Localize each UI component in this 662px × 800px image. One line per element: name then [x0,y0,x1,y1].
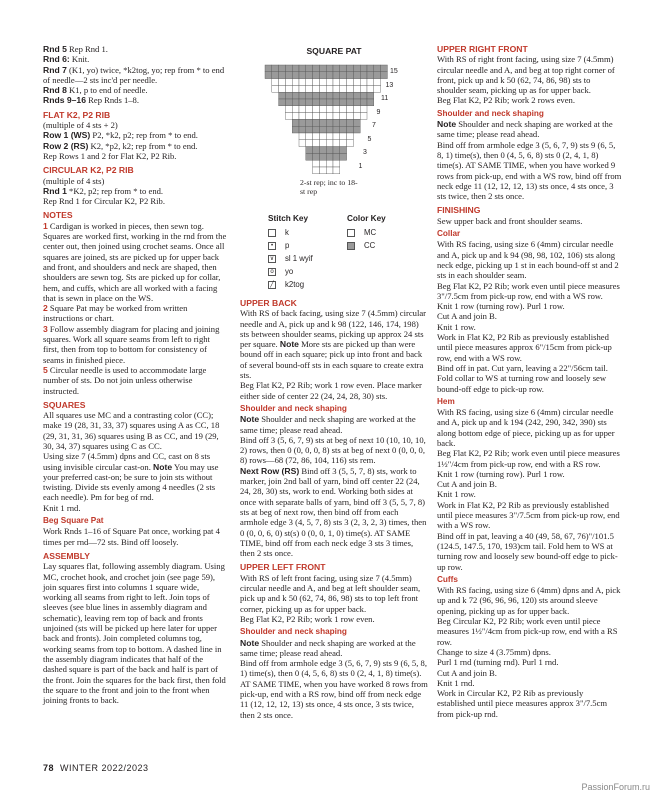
chart-cell [353,92,360,99]
chart-cell [292,65,299,72]
finishing-heading: FINISHING [437,205,481,216]
chart-cell [306,113,313,120]
chart-cell [292,72,299,79]
col1-top-line: Rnds 9–16 Rep Rnds 1–8. [43,95,139,106]
col1-flat-line: Row 2 (RS) K2, *p2, k2; rep from * to end. [43,140,198,151]
chart-cell [265,65,272,72]
chart-cell [381,72,388,79]
chart-cell [306,65,313,72]
cuffs-heading: Cuffs [437,574,458,584]
collar-text-6: Work in Flat K2, P2 Rib as previously established until piece measures approx 6"/15cm from pick-up row, end with a WS row. [437,332,612,363]
upper-right-front-shoulder-note: Note Shoulder and neck shaping are worked at the same time; please read ahead. [437,119,613,140]
chart-cell [272,79,279,86]
chart-cell [279,79,286,86]
flat-rib-heading: FLAT K2, P2 RIB [43,109,111,120]
hem-text-7: Bind off in pat, leaving a 40 (49, 58, 67, 76)"/101.5 (124.5, 147.5, 170, 193)cm tail. Fold hem to WS at turning row and loosely sew bound-off edge to pick-up row. [437,530,618,572]
chart-cell [353,72,360,79]
col1-notes-line: 2 Square Pat may be worked from written instructions or chart. [43,303,188,324]
chart-cell [319,85,326,92]
chart-cell [319,106,326,113]
chart-cell [299,79,306,86]
chart-cell [340,153,347,160]
chart-cell [333,92,340,99]
chart-cell [319,72,326,79]
chart-cell [313,72,320,79]
chart-cell [306,92,313,99]
squares-text: All squares use MC and a contrasting color (CC); make 19 (28, 31, 33, 37) squares using A as CC, 18 (29, 31, 31, 36) squares using B as CC, and 19 (29, 30, 34, 37) squares using C as CC. [43,410,220,451]
chart-cell [347,85,354,92]
chart-cell [353,126,360,133]
chart-row-label: 15 [390,68,398,75]
col1-top-line: Rnd 5 Rep Rnd 1. [43,44,108,54]
chart-cell [340,85,347,92]
chart-cell [360,85,367,92]
col1-circ-line: Rep Rnd 1 for Circular K2, P2 Rib. [43,196,165,207]
chart-cell [353,85,360,92]
chart-cell [333,85,340,92]
chart-cell [367,92,374,99]
chart-cell [360,72,367,79]
col1-flat-line: Row 1 (WS) P2, *k2, p2; rep from * to end. [43,130,198,141]
finishing-text: Sew upper back and front shoulder seams. [437,215,583,226]
chart-cell [353,113,360,120]
purl-dot-icon: • [268,242,276,250]
chart-cell [299,133,306,140]
chart-cell [326,153,333,160]
upper-left-front-text: With RS of left front facing, using size 7 (4.5mm) circular needle and A, and beg at left shoulder seam, pick up and k 50 (62, 74, 86, 98) sts to top left front corner, picking up as for upper back. [240,572,421,614]
upper-right-front-heading: UPPER RIGHT FRONT [437,44,528,54]
chart-cell [340,147,347,154]
chart-cell [333,106,340,113]
cuffs-text-2: Beg Circular K2, P2 Rib; work even until piece measures 1½"/4cm from pick-up row, end with a RS row. [437,616,618,647]
chart-cell [326,119,333,126]
chart-cell [333,126,340,133]
chart-cell [299,72,306,79]
chart-cell [374,79,381,86]
chart-cell [374,85,381,92]
upper-back-text: With RS of back facing, using size 7 (4.5mm) circular needle and A, pick up and k 98 (122, 146, 174, 198) sts between shoulder seams, picking up approx 24 sts per square. Note More sts are picked up than were bound off in each square; pick up into front and back of several bound-off sts in each square to create extra sts. [240,308,427,381]
chart-cell [265,72,272,79]
chart-cell [306,99,313,106]
chart-cell [367,85,374,92]
chart-cell [340,140,347,147]
upper-back-text-2: Beg Flat K2, P2 Rib; work 1 row even. Place marker either side of center 22 (24, 24, 28, 30) sts. [240,380,422,401]
chart-row-label: 13 [385,81,394,89]
chart-cell [340,133,347,140]
chart-cell [306,133,313,140]
upper-left-front-heading: UPPER LEFT FRONT [240,562,326,573]
hem-text-6: Work in Flat K2, P2 Rib as previously established until piece measures 3"/7.5cm from pick-up row, end with a WS row. [437,499,620,531]
hem-text: With RS facing, using size 6 (4mm) circular needle and A, pick up and k 194 (242, 290, 342, 390) sts along bottom edge of piece, picking up as for upper back. [437,407,615,448]
chart-cell [353,65,360,72]
squares-text-2: Using size 7 (4.5mm) dpns and CC, cast on 8 sts using invisible circular cast-on. Note You may use your preferred cast-on; be sure to join sts without twisting. Divide sts evenly among 4 needles (2 sts each needle). Pm for beg of rnd. [43,451,219,503]
chart-cell [292,106,299,113]
col1-notes-line: 5 Circular needle is used to accommodate large number of sts. Do not join unless otherwise instructed. [43,364,207,396]
chart-cell [285,106,292,113]
chart-cell [326,79,333,86]
chart-cell [313,119,320,126]
chart-cell [279,92,286,99]
chart-cell [299,126,306,133]
chart-cell [306,119,313,126]
chart-cell [299,65,306,72]
upper-back-shoulder-text: Bind off 3 (5, 6, 7, 9) sts at beg of next 10 (10, 10, 10, 2) rows, then 0 (0, 0, 0, 8) sts at beg of next 0 (0, 0, 0, 8) rows—68 (72, 86, 104, 116) sts rem. [240,434,426,466]
column-right [437,44,622,719]
stitch-key-title: Stitch Key [268,214,309,223]
chart-cell [313,106,320,113]
chart-row-label: 11 [381,95,389,102]
chart-cell [340,92,347,99]
yarn-over-icon: o [268,268,276,276]
knit-symbol-icon [268,229,276,237]
column-left [43,44,228,705]
collar-text-2: Beg Flat K2, P2 Rib; work even until piece measures 3"/7.5cm from pick-up row, end with a WS row. [437,280,620,301]
stitch-key-sl: ∨ sl 1 wyif [269,254,313,263]
chart-cell [340,126,347,133]
color-key-title: Color Key [347,214,386,223]
stitch-key-k2tog: ╱ k2tog [268,278,313,291]
chart-cell [299,92,306,99]
chart-cell [360,92,367,99]
col1-top-line: Rnd 8 K1, p to end of needle. [43,85,148,96]
chart-cell [326,85,333,92]
chart-cell [347,133,354,140]
chart-cell [306,106,313,113]
chart-cell [333,113,340,120]
circular-rib-lines [43,176,228,207]
chart-cell [319,160,326,167]
chart-cell [367,79,374,86]
chart-cell [279,99,286,106]
chart-cell [333,153,340,160]
upper-back-shoulder-note: Note Shoulder and neck shaping are worked at the same time; please read ahead. [240,414,416,435]
chart-cell [299,140,306,147]
chart-cell [313,133,320,140]
chart-cell [319,65,326,72]
chart-cell [319,99,326,106]
stitch-key-yo: o yo [268,265,313,278]
chart-cell [319,113,326,120]
chart-cell [353,99,360,106]
chart-cell [326,113,333,120]
chart-cell [285,113,292,120]
cuffs-text-7: Work in Circular K2, P2 Rib as previously established until piece measures approx 3"/7.5cm from pick-up rnd. [437,688,608,719]
column-middle [240,298,428,720]
chart-cell [292,79,299,86]
chart-cell [319,119,326,126]
notes-heading: NOTES [43,210,73,221]
chart-cell [299,106,306,113]
beg-square-pat-heading: Beg Square Pat [43,516,104,526]
chart-cell [306,140,313,147]
chart-cell [340,119,347,126]
chart-cell [340,113,347,120]
chart-cell [326,106,333,113]
squares-text-3: Knit 1 rnd. [43,502,81,513]
cuffs-text: With RS facing, using size 6 (4mm) dpns and A, pick up and k 72 (96, 96, 96, 120) sts around sleeve opening, picking up as for upper back. [437,585,621,616]
chart-cell [326,160,333,167]
chart-cell [367,65,374,72]
chart-cell [340,79,347,86]
collar-heading: Collar [437,229,461,239]
stitch-key-p: • p [268,239,313,252]
upper-right-front-text-2: Beg Flat K2, P2 Rib; work 2 rows even. [437,95,575,106]
chart-cell [306,72,313,79]
chart-cell [333,65,340,72]
stitch-key-k: k [268,226,313,239]
color-key-cc: CC [347,239,386,252]
chart-cell [299,113,306,120]
chart-row-label: 9 [376,108,381,116]
chart-cell [285,72,292,79]
upper-right-front-shoulder-text: Bind off from armhole edge 3 (5, 6, 7, 9) sts 9 (6, 5, 8, 1) time(s), then 0 (4, 5, 6, 8) sts 0 (2, 4, 1, 8) time(s). AT SAME TIME, when you have worked 9 rows from pick-up, end with a WS row, bind off from neck edge 11 (12, 12, 12, 13) sts once, 4 sts once, 3 sts twice, then 2 sts once. [437,139,622,202]
chart-cell [292,113,299,120]
chart-cell [313,92,320,99]
chart-cell [326,99,333,106]
chart-cell [319,126,326,133]
chart-row-label: 5 [367,135,372,143]
chart-cell [353,79,360,86]
chart-cell [326,65,333,72]
chart-cell [333,147,340,154]
chart-cell [340,106,347,113]
hem-text-2: Beg Flat K2, P2 Rib; work even until piece measures 1½"/4cm from pick-up row, end with a RS row. [437,448,620,469]
chart-cell [285,65,292,72]
col1-flat-line: Rep Rows 1 and 2 for Flat K2, P2 Rib. [43,150,177,161]
chart-cell [347,99,354,106]
upper-back-next-row: Next Row (RS) Bind off 3 (5, 5, 7, 8) sts, work to marker, join 2nd ball of yarn, bind off center 22 (24, 24, 28, 30) sts, work to end. Working both sides at once with separate balls of yarn, bind off 3 (5, 5, 7, 8) sts at beg of next row, then bind off from each armhole edge 3 (4, 5, 7, 8) sts 3 (2, 3, 2, 3) times, then 0 (0, 0, 6, 0) st(s) 0 (0, 0, 1, 0) time(s). AT SAME TIME, bind off from each neck edge 3 sts 3 times, then 2 sts once. [240,465,427,559]
squares-heading: SQUARES [43,399,86,410]
slip-stitch-icon: ∨ [269,255,275,262]
circular-rib-heading: CIRCULAR K2, P2 RIB [43,165,134,176]
chart-cell [347,92,354,99]
chart-cell [292,85,299,92]
chart-cell [353,119,360,126]
chart-cell [319,167,326,174]
chart-cell [360,65,367,72]
chart-cell [326,167,333,174]
chart-cell [313,85,320,92]
chart-cell [353,106,360,113]
chart-cell [292,92,299,99]
chart-cell [360,79,367,86]
chart-cell [313,160,320,167]
chart-cell [292,99,299,106]
upper-left-front-shoulder-heading: Shoulder and neck shaping [240,627,347,637]
stitch-key [268,214,313,291]
cuffs-text-4: Purl 1 rnd (turning rnd). Purl 1 rnd. [437,657,559,668]
cc-swatch-icon [347,242,355,250]
chart-cell [292,126,299,133]
chart-cell [333,160,340,167]
chart-cell [319,133,326,140]
chart-cell [333,79,340,86]
chart-cell [306,85,313,92]
chart-cell [313,140,320,147]
chart-cell [285,99,292,106]
chart-cell [306,153,313,160]
chart-cell [319,140,326,147]
flat-rib-lines [43,120,228,161]
chart-cell [347,113,354,120]
chart-row-label: 1 [358,162,363,170]
beg-square-pat-text: Work Rnds 1–16 of Square Pat once, working pat 4 times per rnd—72 sts. Bind off loosely. [43,526,220,547]
chart-cell [347,140,354,147]
chart-cell [279,65,286,72]
col1-flat-line: (multiple of 4 sts + 2) [43,120,118,131]
chart-cell [333,119,340,126]
chart-cell [319,79,326,86]
chart-cell [292,119,299,126]
abbrev-rows [43,44,228,106]
cuffs-text-6: Knit 1 rnd. [437,677,475,688]
chart-cell [347,72,354,79]
chart-cell [347,106,354,113]
chart-cell [347,126,354,133]
upper-back-shoulder-heading: Shoulder and neck shaping [240,403,347,413]
col1-circ-line: (multiple of 4 sts) [43,175,105,186]
chart-cell [340,65,347,72]
chart-cell [347,79,354,86]
chart-cell [319,92,326,99]
chart-cell [347,65,354,72]
chart-cell [340,72,347,79]
chart-cell [326,126,333,133]
chart-grid [264,64,394,176]
chart-cell [313,167,320,174]
chart-cell [313,153,320,160]
col1-top-line: Rnd 7 (K1, yo) twice, *k2tog, yo; rep from * to end of needle—2 sts inc'd per needle. [43,64,225,85]
chart-cell [272,72,279,79]
chart-cell [306,126,313,133]
cuffs-text-3: Change to size 4 (3.75mm) dpns. [437,646,551,657]
chart-cell [326,147,333,154]
collar-text: With RS facing, using size 6 (4mm) circular needle and A, pick up and k 94 (98, 98, 102, 106) sts along neck edge, picking up 1 st in each bound-off st and 2 sts in each shoulder seam. [437,239,619,281]
chart-cell [347,119,354,126]
chart-cell [319,147,326,154]
chart-cell [285,79,292,86]
hem-heading: Hem [437,396,455,406]
chart-cell [313,65,320,72]
collar-text-4: Cut A and join B. [437,311,497,322]
col1-circ-line: Rnd 1 *K2, p2; rep from * to end. [43,185,164,196]
chart-cell [333,167,340,174]
square-pat-chart-title: SQUARE PAT [306,46,362,56]
chart-cell [360,113,367,120]
collar-text-5: Knit 1 row. [437,321,476,332]
assembly-heading: ASSEMBLY [43,550,90,561]
collar-text-7: Bind off in pat. Cut yarn, leaving a 22"/56cm tail. Fold collar to WS at turning row and loosely sew bound-off edge to pick-up row. [437,362,608,394]
chart-cell [374,65,381,72]
chart-cell [299,99,306,106]
chart-cell [367,72,374,79]
chart-cell [285,85,292,92]
page-footer [43,763,149,773]
chart-cell [306,79,313,86]
chart-cell [326,133,333,140]
chart-cell [272,85,279,92]
chart-row-label: 3 [363,149,367,156]
hem-text-3: Knit 1 row (turning row). Purl 1 row. [437,468,565,479]
page-number: 78 [43,763,55,773]
chart-cell [333,72,340,79]
assembly-text: Lay squares flat, following assembly diagram. Using MC, crochet hook, and crochet join (see page 59), join squares first into columns 1 square wide, working all seams from right to left. Join tops of sleeves (see blue lines in assembly diagram and schematic), leaving rem top of back and fronts unjoined (sts will be picked up here later for upper back and fronts). Join completed columns tog, working seams from top to bottom. A dashed line in the assembly diagram indicates that half of the dashed square is part of the back and half is part of the front. Join the squares for the back first, then fold the square to the front and join to the front when joining fronts to back. [43,561,226,706]
hem-text-4: Cut A and join B. [437,479,497,490]
chart-cell [367,99,374,106]
chart-cell [326,92,333,99]
chart-cell [313,79,320,86]
col1-notes-line: 3 Follow assembly diagram for placing and joining squares. Work all square seams from left to right first, then from top to bottom for consistency of seams in finished piece. [43,323,220,365]
color-key-mc: MC [347,226,386,239]
chart-cell [299,85,306,92]
chart-cell [360,106,367,113]
col1-notes-line: 1 Cardigan is worked in pieces, then sewn tog. Squares are worked first, working in the rnd from the center out, then joined using crochet seams. Once all squares are joined, sts are picked up for upper back and front, and shoulders and neck are shaped, then shoulders are sewn tog. Sts are picked up for collar, hem, and cuffs, which are all worked with a facing that is sewn in place on the WS. [43,220,227,303]
chart-cell [360,99,367,106]
hem-text-5: Knit 1 row. [437,489,476,500]
chart-cell [333,99,340,106]
collar-text-3: Knit 1 row (turning row). Purl 1 row. [437,301,565,312]
k2tog-icon: ╱ [268,281,276,289]
chart-cell [313,113,320,120]
chart-cell [299,119,306,126]
upper-left-front-shoulder-text: Bind off from armhole edge 3 (5, 6, 7, 9) sts 9 (6, 5, 8, 1) time(s), then 0 (4, 5, 6, 8) sts 0 (2, 4, 1, 8) time(s). AT SAME TIME, when you have worked 8 rows from pick-up, end with a RS row, bind off from neck edge 11 (12, 12, 12, 13) sts once, 4 sts once, 3 sts twice, then 2 sts once. [240,658,428,720]
upper-back-heading: UPPER BACK [240,298,297,308]
upper-right-front-text: With RS of right front facing, using size 7 (4.5mm) circular needle and A, and beg at top right corner of front, pick up and k 50 (62, 74, 86, 98) sts to shoulder seam, picking up as for upper back. [437,54,615,96]
chart-cell [374,72,381,79]
notes-list [43,221,228,396]
chart-row-label: 7 [372,122,376,129]
chart-cell [319,153,326,160]
cuffs-text-5: Cut A and join B. [437,667,497,678]
chart-cell [306,147,313,154]
issue-label: WINTER 2022/2023 [60,763,149,773]
chart-cell [333,140,340,147]
upper-left-front-text-2: Beg Flat K2, P2 Rib; work 1 row even. [240,613,375,624]
col1-top-line: Rnd 6: Knit. [43,54,90,65]
mc-swatch-icon [347,229,355,237]
chart-cell [279,85,286,92]
chart-cell [340,99,347,106]
chart-repeat-note: 2-st rep; inc to 18-st rep [300,178,358,196]
color-key [347,214,386,252]
chart-cell [313,126,320,133]
upper-left-front-shoulder-note: Note Shoulder and neck shaping are worked at the same time; please read ahead. [240,637,416,658]
chart-cell [333,133,340,140]
chart-cell [272,65,279,72]
chart-cell [381,65,388,72]
chart-cell [326,140,333,147]
chart-cell [285,92,292,99]
watermark: PassionForum.ru [581,782,650,792]
chart-cell [313,99,320,106]
chart-cell [326,72,333,79]
chart-cell [313,147,320,154]
chart-cell [279,72,286,79]
upper-right-front-shoulder-heading: Shoulder and neck shaping [437,108,544,118]
